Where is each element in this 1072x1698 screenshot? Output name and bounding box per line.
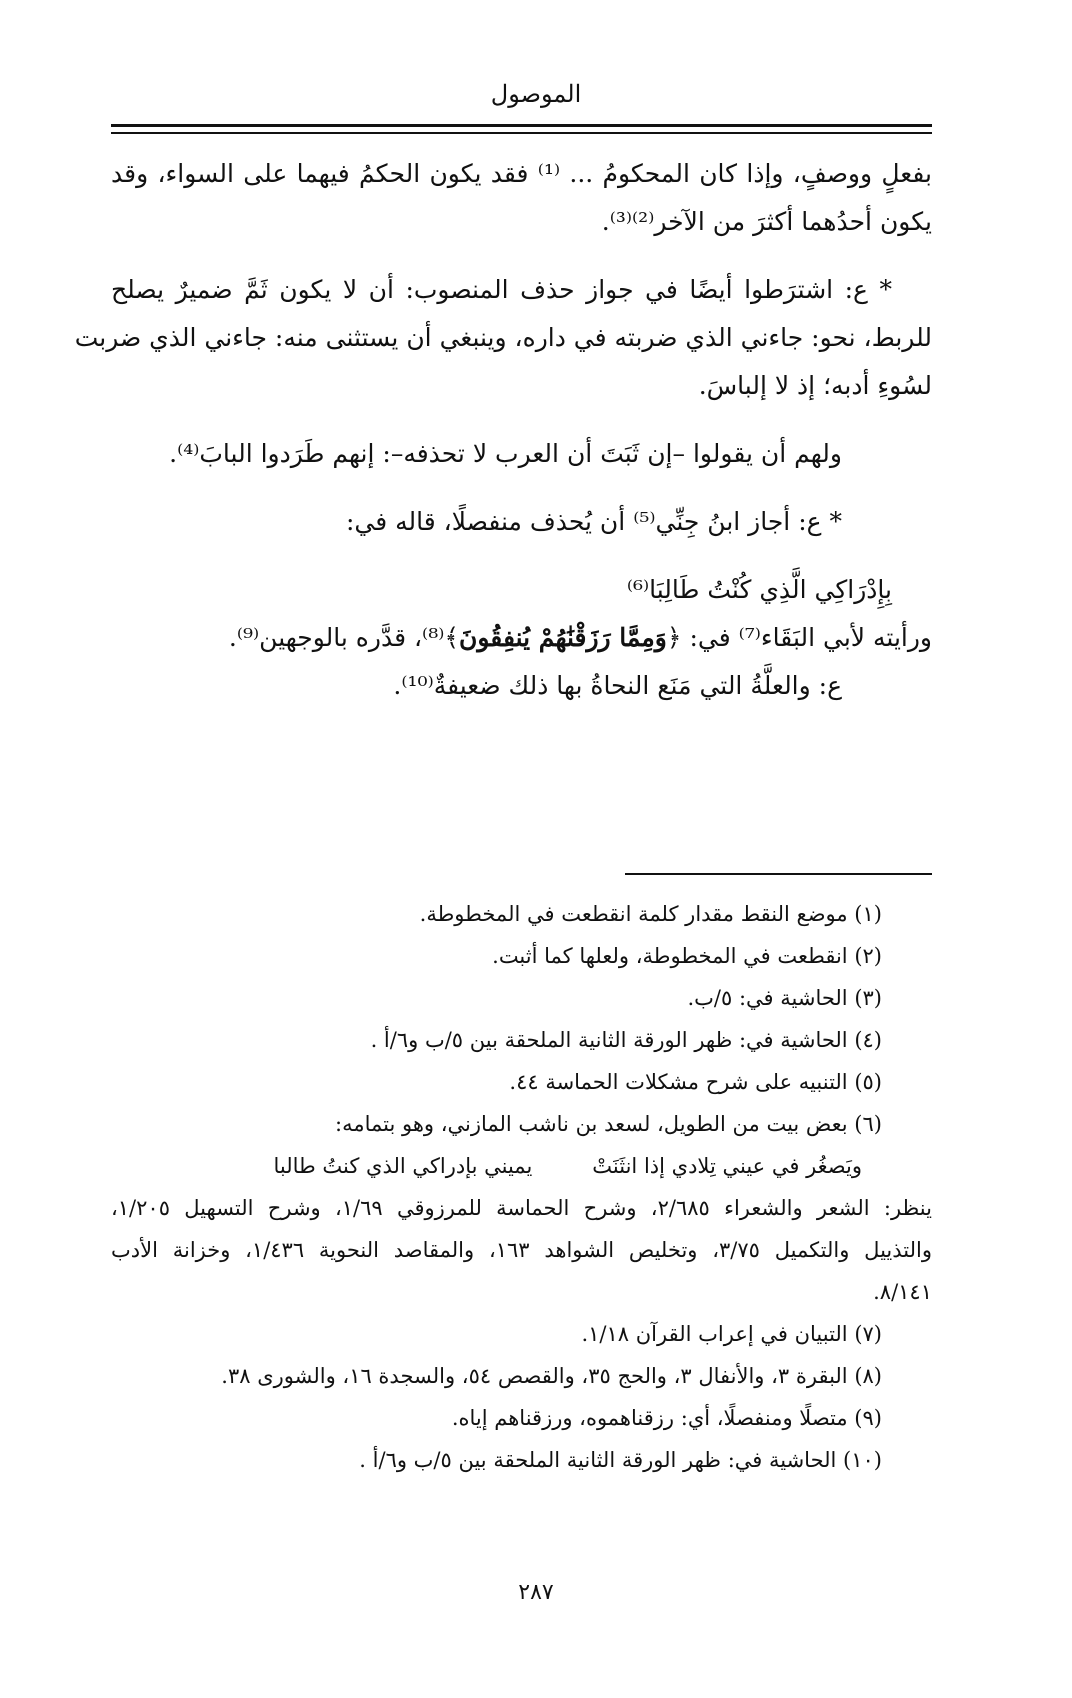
body-line: بفعلٍ ووصفٍ، وإذا كان المحكومُ ... ⁽¹⁾ فقد يكون الحكمُ فيهما على السواء، وقد <box>111 159 932 188</box>
footnotes <box>111 893 932 1481</box>
footnote: (٩) متصلًا ومنفصلًا، أي: رزقناهموه، ورزقناهم إياه. <box>451 1406 882 1430</box>
body-line: * ع: أجاز ابنُ جِنِّي⁽⁵⁾ أن يُحذف منفصلًا، قاله في: <box>345 507 842 536</box>
paragraph-gap <box>111 478 932 498</box>
header-rule-thin <box>111 132 932 134</box>
body-line: للربط، نحو: جاءني الذي ضربته في داره، وينبغي أن يستثنى منه: جاءني الذي ضربت <box>74 323 932 352</box>
running-title: الموصول <box>490 80 582 108</box>
footnote: (٤) الحاشية في: ظهر الورقة الثانية الملحقة بين ٥/ب و٦/أ . <box>370 1028 882 1052</box>
footnote-verse <box>111 1145 932 1187</box>
header-rule-thick <box>111 124 932 127</box>
footnote: (١) موضع النقط مقدار كلمة انقطعت في المخطوطة. <box>419 902 882 926</box>
paragraph-gap <box>111 410 932 430</box>
quran-verse: وَمِمَّا رَزَقْنَٰهُمْ يُنفِقُونَ <box>459 623 667 652</box>
footnote: (٣) الحاشية في: ٥/ب. <box>687 986 882 1010</box>
body-text: ﴾⁽⁸⁾، قدَّره بالوجهين⁽⁹⁾. <box>228 623 460 652</box>
body-line: يكون أحدُهما أكثرَ من الآخر⁽²⁾⁽³⁾. <box>601 207 932 236</box>
body-text: ورأيته لأبي البَقَاء⁽⁷⁾ في: ﴿ <box>666 623 932 652</box>
footnote: (٦) بعض بيت من الطويل، لسعد بن ناشب المازني، وهو بتمامه: <box>335 1112 882 1136</box>
body-line: ع: والعلَّةُ التي مَنَع النحاةُ بها ذلك ضعيفةٌ⁽¹⁰⁾. <box>393 671 842 700</box>
footnote: (١٠) الحاشية في: ظهر الورقة الثانية الملحقة بين ٥/ب و٦/أ . <box>359 1448 882 1472</box>
main-text <box>74 150 932 710</box>
verse-gap <box>532 1145 592 1187</box>
footnote: (٥) التنبيه على شرح مشكلات الحماسة ٤٤. <box>509 1070 882 1094</box>
paragraph-gap <box>111 246 932 266</box>
footnote-refs-line: ٨/١٤١. <box>873 1280 932 1304</box>
footnote-separator <box>625 873 932 875</box>
footnote: (٢) انقطعت في المخطوطة، ولعلها كما أثبت. <box>492 944 882 968</box>
page-number: ٢٨٧ <box>518 1580 554 1605</box>
body-line: * ع: اشترَطوا أيضًا في جواز حذف المنصوب: أن لا يكون ثَمَّ ضميرٌ يصلح <box>111 275 892 304</box>
footnote: (٧) التبيان في إعراب القرآن ١/١٨. <box>581 1322 882 1346</box>
verse-second-hemistich: يميني بإدراكي الذي كنتُ طالبا <box>273 1154 533 1178</box>
footnote: (٨) البقرة ٣، والأنفال ٣، والحج ٣٥، والقصص ٥٤، والسجدة ١٦، والشورى ٣٨. <box>221 1364 882 1388</box>
body-line: ولهم أن يقولوا –إن ثَبَتَ أن العرب لا تحذفه–: إنهم طَرَدوا البابَ⁽⁴⁾. <box>169 439 842 468</box>
body-line: لسُوءِ أدبه؛ إذ لا إلباسَ. <box>698 371 932 400</box>
footnote-refs-line: والتذييل والتكميل ٣/٧٥، وتخليص الشواهد ١٦٣، والمقاصد النحوية ١/٤٣٦، وخزانة الأدب <box>111 1238 932 1262</box>
verse-first-hemistich: ويَصغُر في عيني تِلادي إذا انثَنَتْ <box>592 1154 862 1178</box>
paragraph-gap <box>111 546 932 566</box>
verse-line: بِإِدْرَاكِي الَّذِي كُنْتُ طَالِبَا⁽⁶⁾ <box>626 575 892 604</box>
footnote-refs-line: ينظر: الشعر والشعراء ٢/٦٨٥، وشرح الحماسة للمرزوقي ١/٦٩، وشرح التسهيل ١/٢٠٥، <box>111 1196 932 1220</box>
body-line <box>111 614 932 662</box>
